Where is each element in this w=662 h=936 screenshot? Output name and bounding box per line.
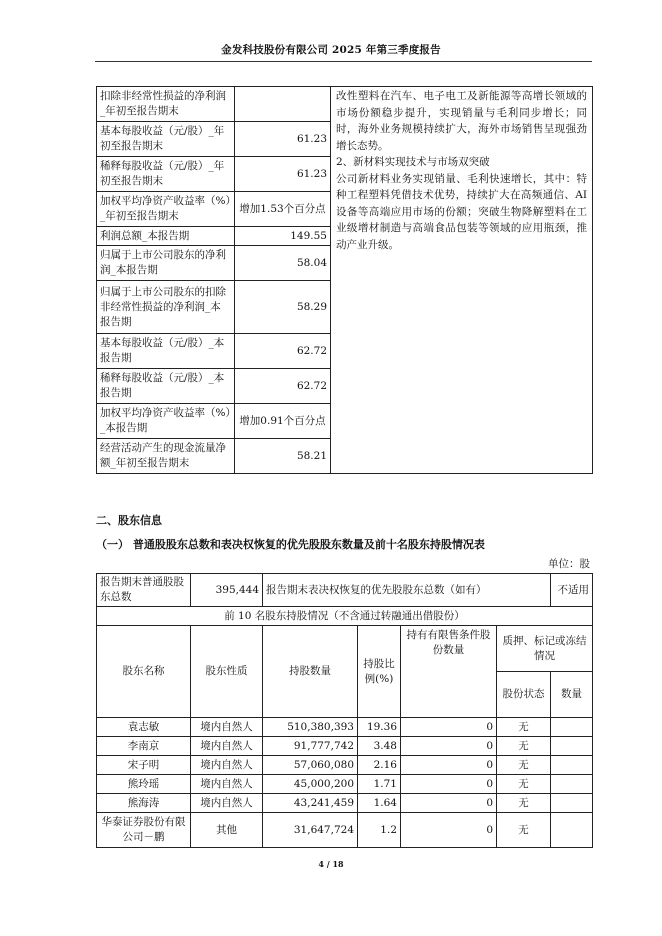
indicator-label: 扣除非经常性损益的净利润_年初至报告期末: [97, 87, 235, 122]
indicator-value: 62.72: [235, 334, 331, 369]
indicator-label: 加权平均净资产收益率（%）_年初至报告期末: [97, 192, 235, 227]
shareholder-nature: 境内自然人: [191, 737, 263, 756]
shareholder-shares: 91,777,742: [263, 737, 358, 756]
indicator-label: 加权平均净资产收益率（%）_本报告期: [97, 404, 235, 439]
pledge-qty: [551, 718, 593, 737]
indicator-value: [235, 87, 331, 122]
table-row: [97, 756, 593, 775]
header-ratio: 持股比例(%): [358, 626, 401, 718]
pledge-status: 无: [497, 775, 551, 794]
indicator-label: 稀释每股收益（元/股）_年初至报告期末: [97, 157, 235, 192]
indicator-label: 归属于上市公司股东的扣除非经常性损益的净利润_本报告期: [97, 281, 235, 334]
table-row: [97, 737, 593, 756]
header-nature: 股东性质: [191, 626, 263, 718]
table-row: [97, 87, 593, 122]
shareholder-nature: 境内自然人: [191, 756, 263, 775]
pledge-status: 无: [497, 737, 551, 756]
unit-label: 单位：股: [548, 558, 590, 570]
shareholder-name: 华泰证券股份有限公司－鹏: [97, 813, 191, 848]
shareholder-ratio: 3.48: [358, 737, 401, 756]
analysis-text-cell: [331, 87, 593, 474]
summary-label: 报告期末普通股股东总数: [97, 574, 191, 607]
indicator-label: 基本每股收益（元/股）_本报告期: [97, 334, 235, 369]
pref-value: 不适用: [551, 574, 593, 607]
indicator-label: 基本每股收益（元/股）_年初至报告期末: [97, 122, 235, 157]
header-restricted: 持有有限售条件股份数量: [401, 626, 497, 718]
shareholder-shares: 510,380,393: [263, 718, 358, 737]
header-pledge-qty: 数量: [551, 672, 593, 718]
page-number: 4 / 18: [318, 859, 344, 869]
analysis-heading: 2、新材料实现技术与市场双突破: [336, 156, 490, 168]
shareholder-restricted: 0: [401, 737, 497, 756]
indicator-value: 149.55: [235, 227, 331, 246]
indicator-value: 62.72: [235, 369, 331, 404]
shareholder-name: 李南京: [97, 737, 191, 756]
shareholder-shares: 31,647,724: [263, 813, 358, 848]
shareholder-name: 熊海涛: [97, 794, 191, 813]
indicator-label: 稀释每股收益（元/股）_本报告期: [97, 369, 235, 404]
table-row: [97, 775, 593, 794]
shareholder-shares: 43,241,459: [263, 794, 358, 813]
pledge-status: 无: [497, 718, 551, 737]
shareholder-ratio: 1.71: [358, 775, 401, 794]
analysis-paragraph: 公司新材料业务实现销量、毛利快速增长，其中：特种工程塑料凭借技术优势，持续扩大在高频通信、AI 设备等高端应用市场的份额；突破生物降解塑料在工业级增材制造与高端食品包装等领域的应用瓶颈，推动产业升级。: [336, 172, 587, 251]
shareholder-restricted: 0: [401, 718, 497, 737]
subsection-title: （一） 普通股股东总数和表决权恢复的优先股股东数量及前十名股东持股情况表: [96, 538, 485, 551]
indicator-value: 61.23: [235, 157, 331, 192]
report-header: 金发科技股份有限公司 2025 年第三季度报告: [221, 44, 441, 56]
shareholder-restricted: 0: [401, 813, 497, 848]
indicator-value: 增加0.91个百分点: [235, 404, 331, 439]
table-row: [97, 718, 593, 737]
shareholder-ratio: 1.2: [358, 813, 401, 848]
header-row: [97, 626, 593, 672]
shareholder-nature: 其他: [191, 813, 263, 848]
header-name: 股东名称: [97, 626, 191, 718]
shareholder-ratio: 19.36: [358, 718, 401, 737]
shareholder-name: 宋子明: [97, 756, 191, 775]
shareholder-table: [96, 573, 593, 848]
header-pledge: 质押、标记或冻结情况: [497, 626, 593, 672]
shareholder-shares: 57,060,080: [263, 756, 358, 775]
table-row: [97, 813, 593, 848]
pledge-qty: [551, 775, 593, 794]
indicator-value: 58.29: [235, 281, 331, 334]
section-title: 二、股东信息: [96, 514, 162, 527]
table-row: [97, 794, 593, 813]
indicator-label: 归属于上市公司股东的净利润_本报告期: [97, 246, 235, 281]
shareholder-shares: 45,000,200: [263, 775, 358, 794]
shareholder-ratio: 1.64: [358, 794, 401, 813]
shareholder-name: 熊玲瑶: [97, 775, 191, 794]
shareholder-ratio: 2.16: [358, 756, 401, 775]
indicator-value: 58.21: [235, 439, 331, 474]
shareholder-restricted: 0: [401, 775, 497, 794]
indicator-label: 经营活动产生的现金流量净额_年初至报告期末: [97, 439, 235, 474]
pledge-qty: [551, 813, 593, 848]
header-shares: 持股数量: [263, 626, 358, 718]
shareholder-nature: 境内自然人: [191, 794, 263, 813]
financial-indicators-table: [96, 86, 593, 474]
pledge-status: 无: [497, 813, 551, 848]
top10-title: 前 10 名股东持股情况（不含通过转融通出借股份）: [97, 607, 593, 626]
shareholder-nature: 境内自然人: [191, 718, 263, 737]
pledge-status: 无: [497, 794, 551, 813]
shareholder-name: 袁志敏: [97, 718, 191, 737]
summary-value: 395,444: [191, 574, 263, 607]
analysis-paragraph: 改性塑料在汽车、电子电工及新能源等高增长领域的市场份额稳步提升，实现销量与毛利同步增长；同时，海外业务规模持续扩大，海外市场销售呈现强劲增长态势。: [336, 90, 587, 152]
summary-row: [97, 574, 593, 607]
pledge-status: 无: [497, 756, 551, 775]
pref-label: 报告期末表决权恢复的优先股股东总数（如有）: [263, 574, 551, 607]
pledge-qty: [551, 756, 593, 775]
header-divider: [95, 61, 592, 62]
shareholder-restricted: 0: [401, 756, 497, 775]
indicator-value: 61.23: [235, 122, 331, 157]
indicator-value: 增加1.53个百分点: [235, 192, 331, 227]
shareholder-restricted: 0: [401, 794, 497, 813]
indicator-value: 58.04: [235, 246, 331, 281]
indicator-label: 利润总额_本报告期: [97, 227, 235, 246]
section-row: [97, 607, 593, 626]
pledge-qty: [551, 794, 593, 813]
pledge-qty: [551, 737, 593, 756]
shareholder-nature: 境内自然人: [191, 775, 263, 794]
header-pledge-status: 股份状态: [497, 672, 551, 718]
